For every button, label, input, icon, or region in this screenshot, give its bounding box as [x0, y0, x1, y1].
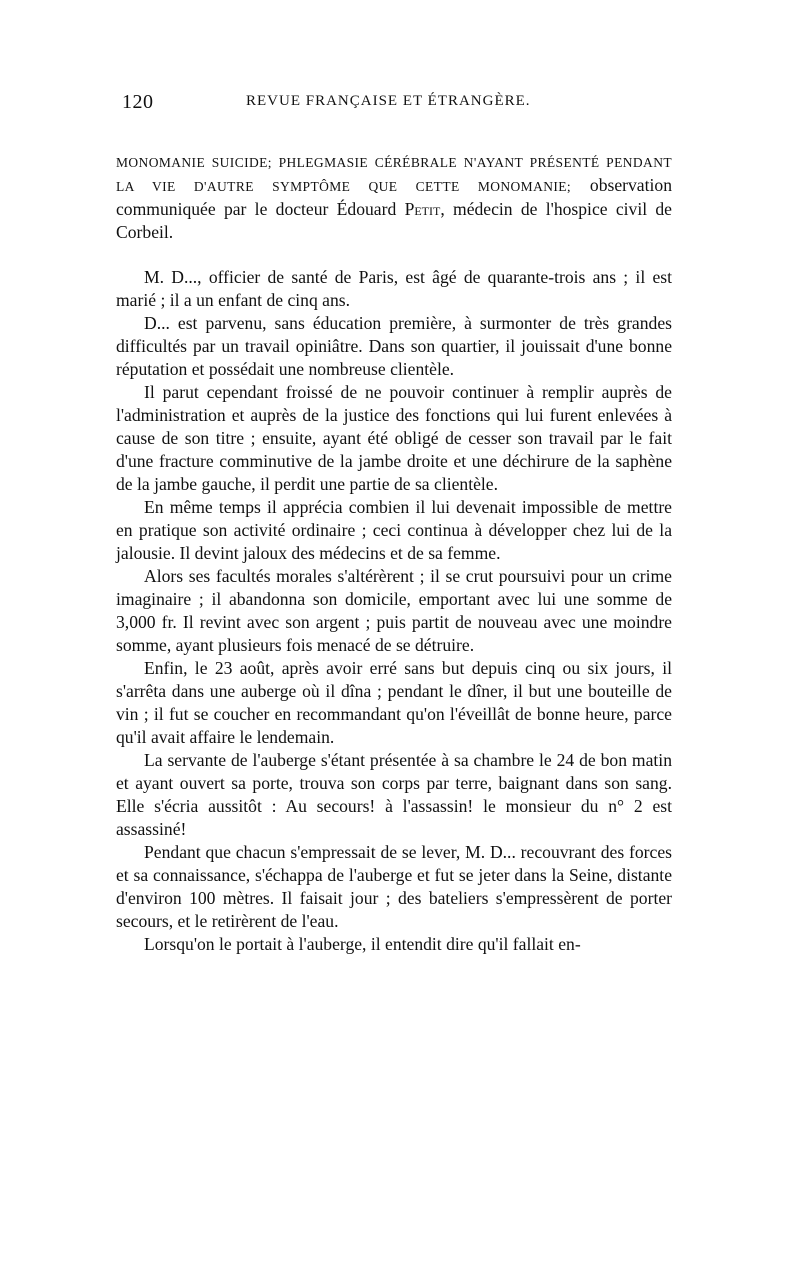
heading-text-2: , médecin de l'hospice civil de Corbeil.	[116, 199, 672, 242]
paragraph: En même temps il apprécia combien il lui devenait impossible de mettre en pratique son activité ordinaire ; ceci continua à développer chez lui de la jalousie. Il devint jaloux des médecins et de sa femme.	[116, 497, 672, 563]
paragraph: Lorsqu'on le portait à l'auberge, il entendit dire qu'il fallait en-	[144, 934, 581, 954]
paragraph: Enfin, le 23 août, après avoir erré sans but depuis cinq ou six jours, il s'arrêta dans une auberge où il dîna ; pendant le dîner, il but une bouteille de vin ; il fut se coucher en recommandant qu'on l'éveillât de bonne heure, parce qu'il avait affaire le lendemain.	[116, 658, 672, 747]
paragraph: La servante de l'auberge s'étant présentée à sa chambre le 24 de bon matin et ayant ouvert sa porte, trouva son corps par terre, baignant dans son sang. Elle s'écria aussitôt : Au secours! à l'assassin! le monsieur du n° 2 est assassiné!	[116, 750, 672, 839]
running-header	[118, 91, 678, 121]
heading-author: Petit	[404, 199, 441, 219]
paragraph: Il parut cependant froissé de ne pouvoir continuer à remplir auprès de l'administration et auprès de la justice des fonctions qui lui furent enlevées à cause de son titre ; ensuite, ayant été obligé de cesser son travail par le fait d'une fracture comminutive de la jambe droite et une déchirure de la saphène de la jambe gauche, il perdit une partie de sa clientèle.	[116, 382, 672, 494]
paragraph: Alors ses facultés morales s'altérèrent ; il se crut poursuivi pour un crime imaginaire ; il abandonna son domicile, emportant avec lui une somme de 3,000 fr. Il revint avec son argent ; puis partit de nouveau avec une moindre somme, ayant plusieurs fois menacé de se détruire.	[116, 566, 672, 655]
paragraph: Pendant que chacun s'empressait de se lever, M. D... recouvrant des forces et sa connaissance, s'échappa de l'auberge et fut se jeter dans la Seine, distante d'environ 100 mètres. Il faisait jour ; des bateliers s'empressèrent de porter secours, et le retirèrent de l'eau.	[116, 842, 672, 931]
paragraph: M. D..., officier de santé de Paris, est âgé de quarante-trois ans ; il est marié ; il a un enfant de cinq ans.	[116, 267, 672, 310]
article-heading	[116, 150, 672, 244]
page-number: 120	[122, 91, 154, 113]
heading-caps: MONOMANIE SUICIDE; PHLEGMASIE CÉRÉBRALE N'AYANT PRÉSENTÉ PENDANT LA VIE D'AUTRE SYMPTÔME QUE CETTE MONOMANIE;	[116, 155, 672, 194]
running-title: REVUE FRANÇAISE ET ÉTRANGÈRE.	[246, 93, 531, 109]
heading-text-1: observation communiquée par le docteur Édouard	[116, 175, 672, 219]
article-body	[116, 150, 672, 956]
paragraph: D... est parvenu, sans éducation première, à surmonter de très grandes difficultés par un travail opiniâtre. Dans son quartier, il jouissait d'une bonne réputation et possédait une nombreuse clientèle.	[116, 313, 672, 379]
